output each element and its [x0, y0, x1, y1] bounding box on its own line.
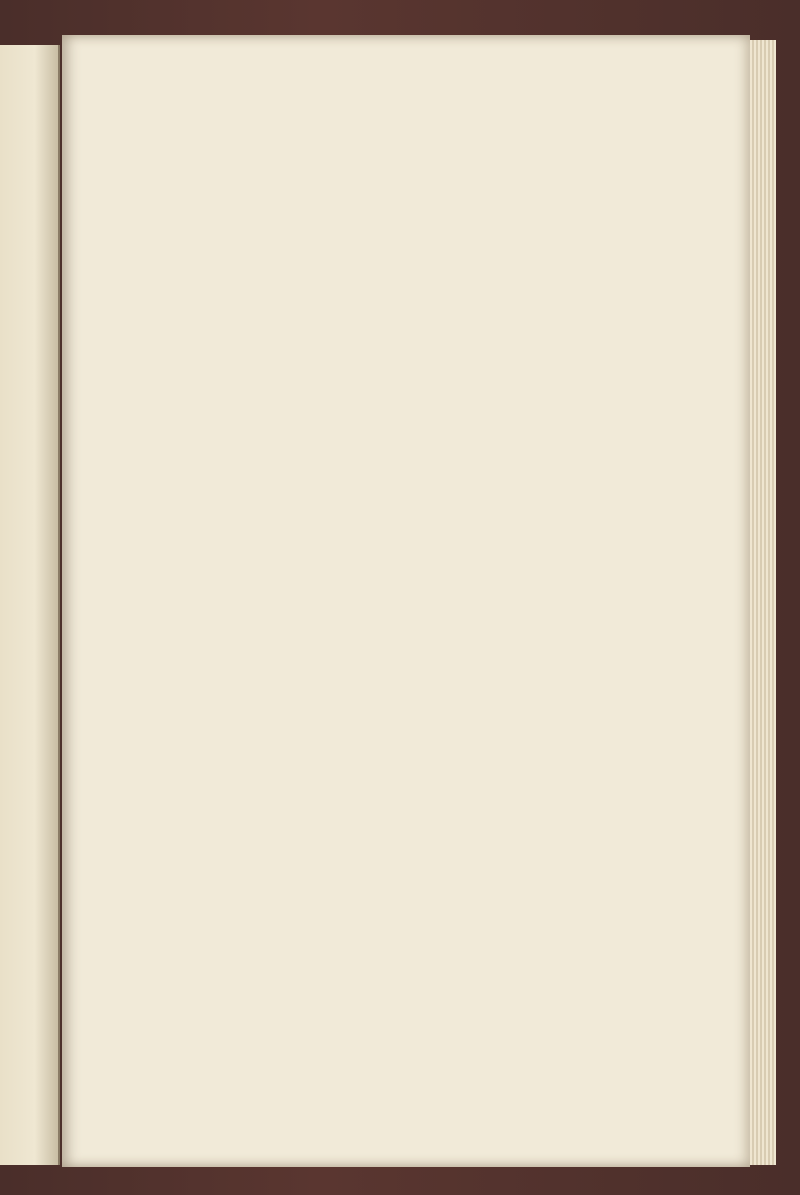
- document-page: [62, 35, 750, 1167]
- left-page-edge: [0, 45, 60, 1165]
- text-area: [128, 185, 768, 1120]
